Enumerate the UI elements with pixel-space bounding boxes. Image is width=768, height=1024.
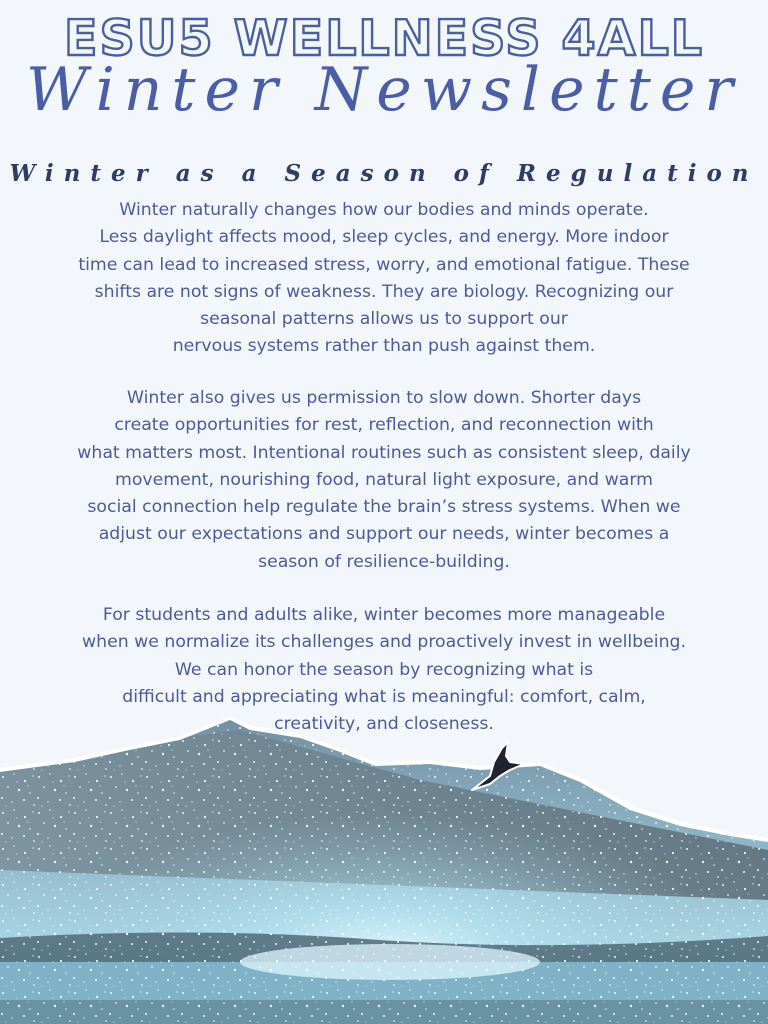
newsletter-title: Winter Newsletter xyxy=(25,55,743,125)
paragraph-line: difficult and appreciating what is meaningful: comfort, calm, xyxy=(122,686,646,707)
paragraph-1 xyxy=(30,197,738,361)
paragraph-line: time can lead to increased stress, worry, and emotional fatigue. These xyxy=(78,254,690,275)
paragraph-line: create opportunities for rest, reflection, and reconnection with xyxy=(114,415,654,436)
paragraph-line: We can honor the season by recognizing what is xyxy=(174,659,594,680)
section-heading: Winter as a Season of Regulation xyxy=(9,160,759,187)
paragraph-line: seasonal patterns allows us to support our xyxy=(200,309,568,330)
paragraph-line: when we normalize its challenges and proactively invest in wellbeing. xyxy=(81,632,687,653)
paragraph-line: adjust our expectations and support our needs, winter becomes a xyxy=(98,524,670,545)
paragraph-line: season of resilience-building. xyxy=(258,551,510,572)
org-title: ESU5 WELLNESS 4ALL xyxy=(63,10,705,67)
paragraph-line: shifts are not signs of weakness. They are biology. Recognizing our xyxy=(94,281,674,302)
paragraph-line: Winter also gives us permission to slow down. Shorter days xyxy=(126,388,642,408)
paragraph-line: nervous systems rather than push against them. xyxy=(172,336,596,357)
paragraph-line: movement, nourishing food, natural light exposure, and warm xyxy=(114,469,653,490)
paragraph-line: what matters most. Intentional routines such as consistent sleep, daily xyxy=(77,442,691,463)
paragraph-line: Winter naturally changes how our bodies and minds operate. xyxy=(119,200,649,220)
paragraph-line: social connection help regulate the brain’s stress systems. When we xyxy=(87,497,681,518)
paragraph-line: Less daylight affects mood, sleep cycles, and energy. More indoor xyxy=(99,227,669,248)
paragraph-2 xyxy=(30,385,738,576)
paragraph-line: creativity, and closeness. xyxy=(274,714,494,735)
paragraph-line: For students and adults alike, winter becomes more manageable xyxy=(102,605,666,625)
mountain-landscape xyxy=(0,700,768,1024)
